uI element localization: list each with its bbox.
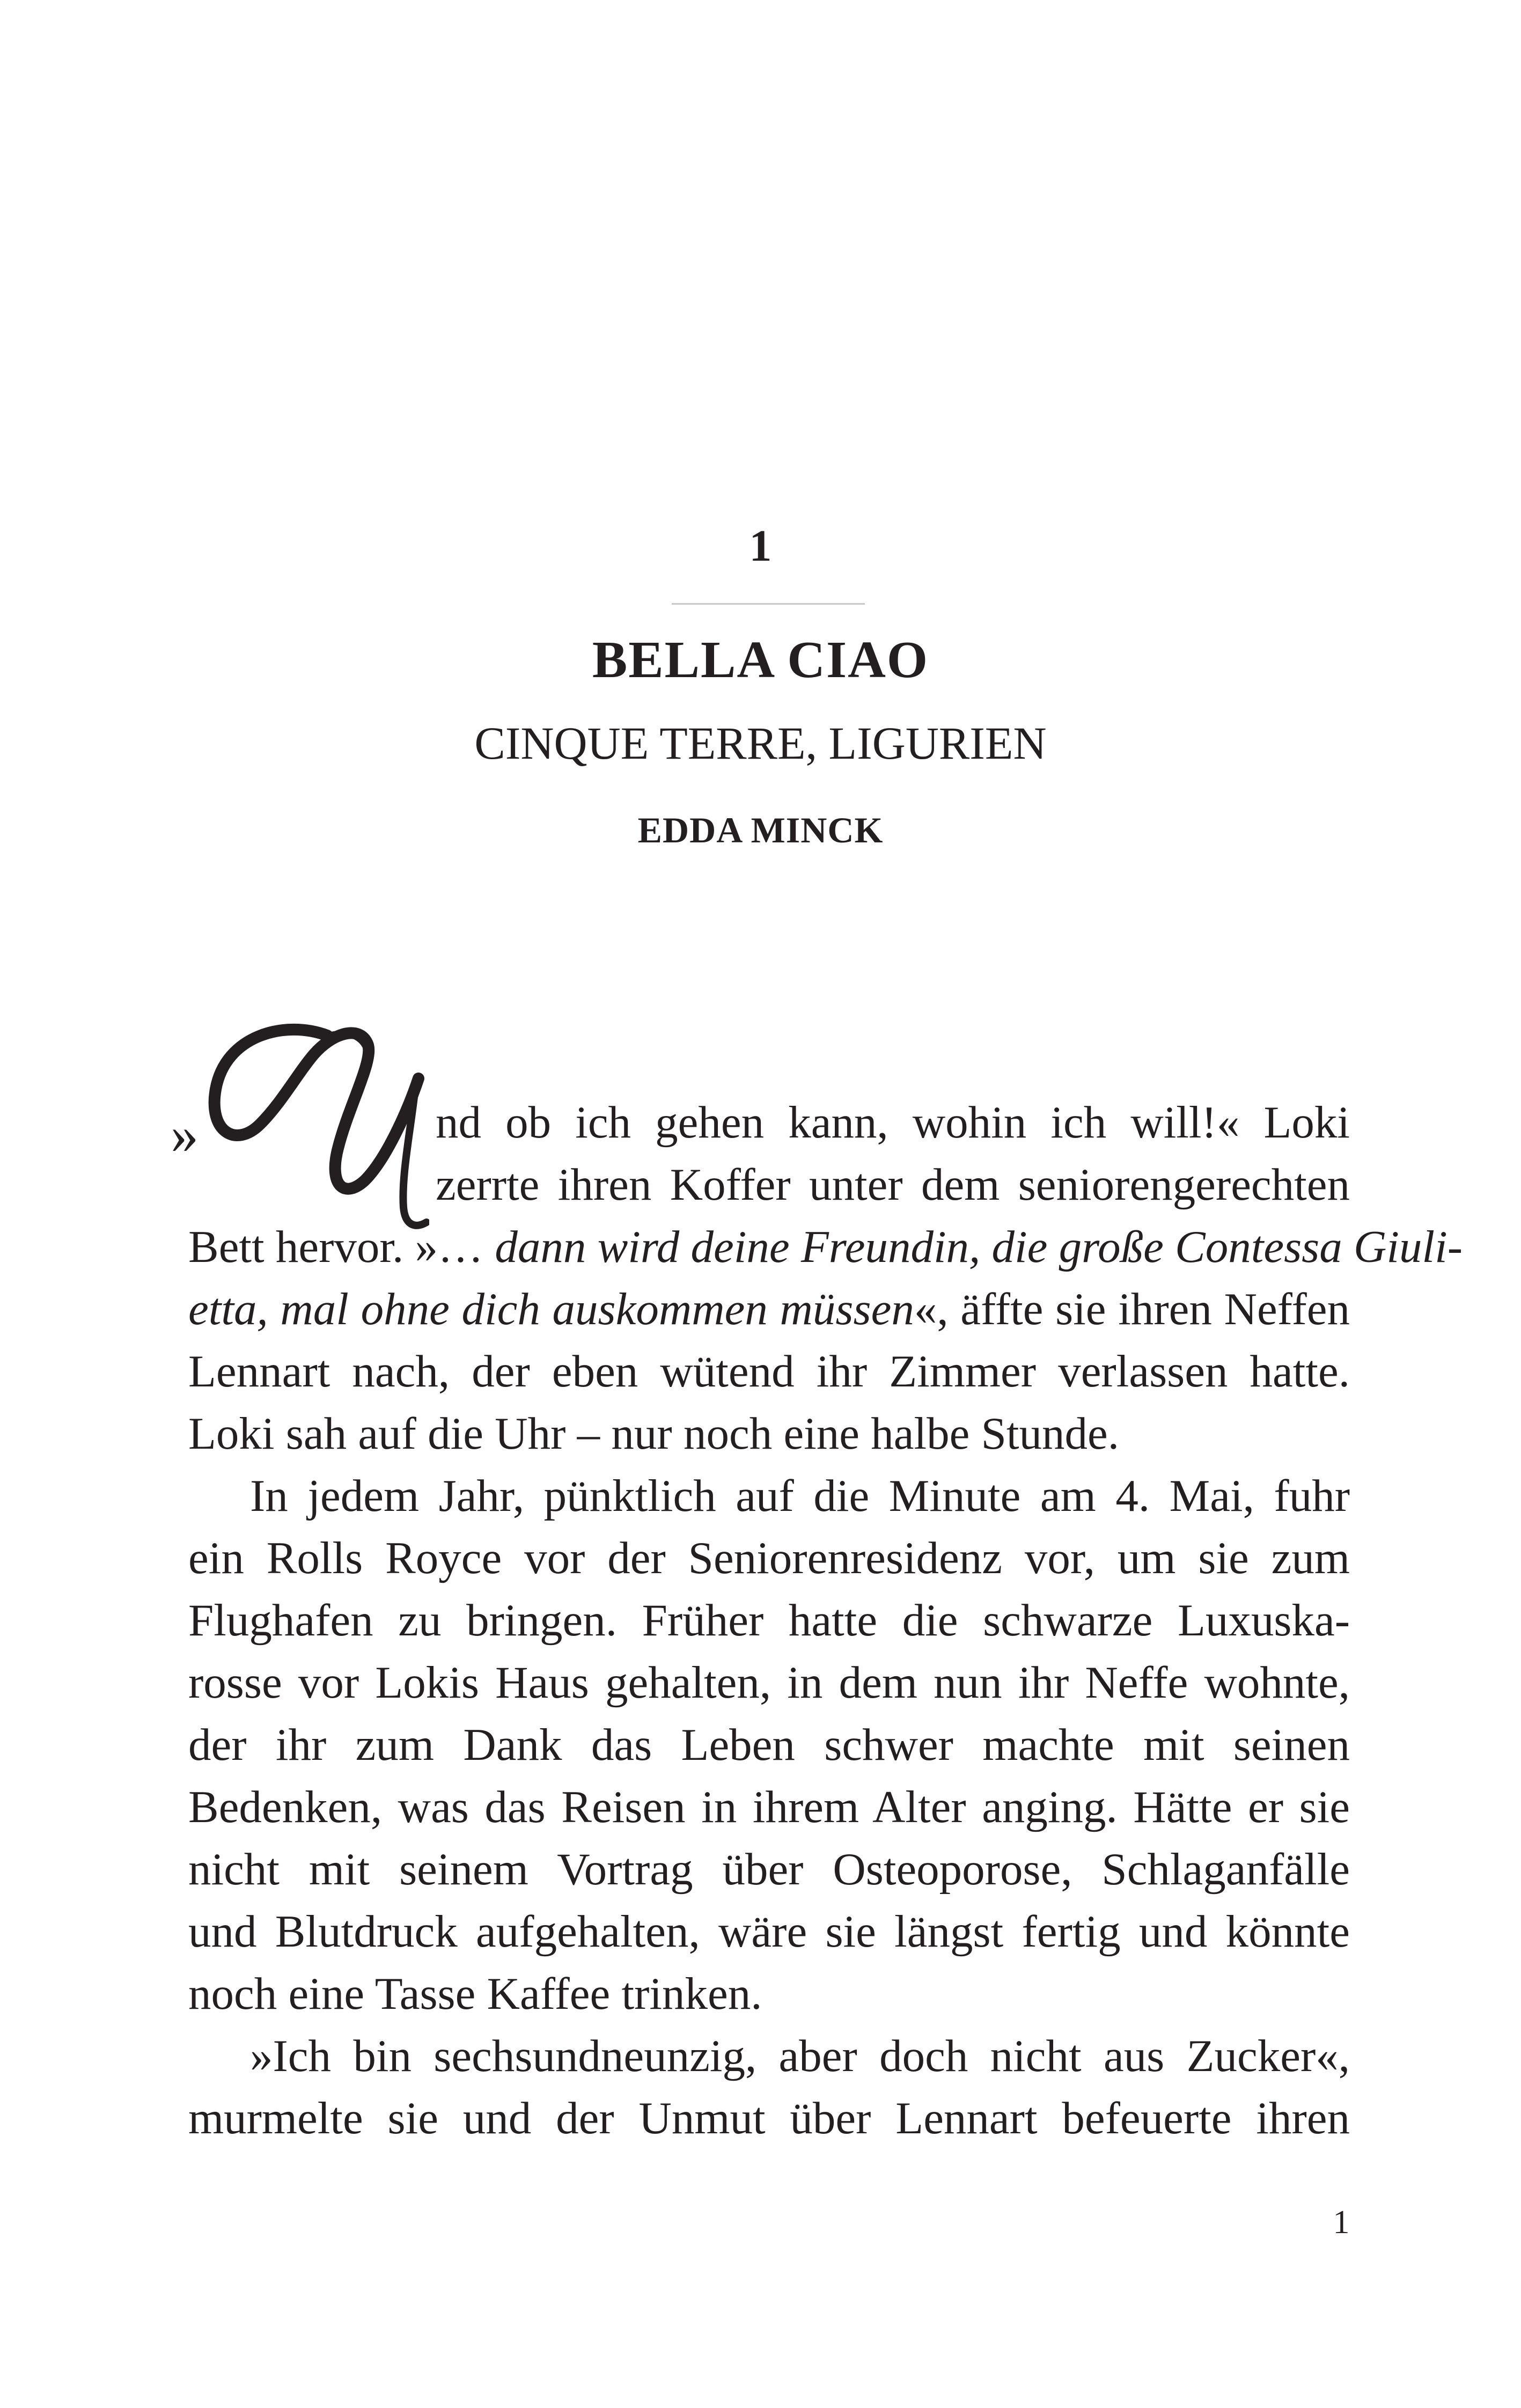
text-line: rosse vor Lokis Haus gehalten, in dem nun ihr Neffe wohnte, [188, 1657, 1350, 1708]
italic-span: etta, mal ohne dich auskommen müssen [188, 1284, 914, 1334]
text-span: Bett hervor. »… [188, 1222, 495, 1272]
opening-guillemet: » [171, 1104, 199, 1165]
text-line: Bedenken, was das Reisen in ihrem Alter anging. Hätte er sie [188, 1782, 1350, 1832]
text-line: Flughafen zu bringen. Früher hatte die schwarze Luxuska- [188, 1595, 1350, 1646]
text-line: nd ob ich gehen kann, wohin ich will!« Loki [436, 1097, 1350, 1148]
text-line: und Blutdruck aufgehalten, wäre sie längst fertig und könnte [188, 1906, 1350, 1957]
text-line: nicht mit seinem Vortrag über Osteoporose, Schlaganfälle [188, 1844, 1350, 1895]
chapter-location: CINQUE TERRE, LIGURIEN [474, 717, 1047, 769]
text-line: der ihr zum Dank das Leben schwer machte mit seinen [188, 1720, 1350, 1770]
text-line: ein Rolls Royce vor der Seniorenresidenz vor, um sie zum [188, 1533, 1350, 1583]
italic-span: dann wird deine Freundin, die große Contessa Giuli- [495, 1222, 1463, 1272]
text-line: zerrte ihren Koffer unter dem seniorengerechten [436, 1159, 1350, 1210]
chapter-author: EDDA MINCK [637, 810, 884, 850]
text-line: Lennart nach, der eben wütend ihr Zimmer verlassen hatte. [188, 1346, 1350, 1397]
text-line [188, 1216, 1463, 1278]
text-line: In jedem Jahr, pünktlich auf die Minute am 4. Mai, fuhr [250, 1471, 1350, 1521]
chapter-title: BELLA CIAO [592, 631, 929, 689]
text-line: noch eine Tasse Kaffee trinken. [188, 1969, 762, 2019]
text-line: »Ich bin sechsundneunzig, aber doch nicht aus Zucker«, [250, 2031, 1350, 2081]
text-line: Loki sah auf die Uhr – nur noch eine halbe Stunde. [188, 1408, 1119, 1459]
chapter-number: 1 [749, 521, 772, 571]
text-line: murmelte sie und der Unmut über Lennart befeuerte ihren [188, 2093, 1350, 2143]
text-span: «, äffte sie ihren Neffen [914, 1284, 1350, 1334]
text-line [188, 1278, 1350, 1340]
page-number: 1 [1333, 2204, 1350, 2241]
